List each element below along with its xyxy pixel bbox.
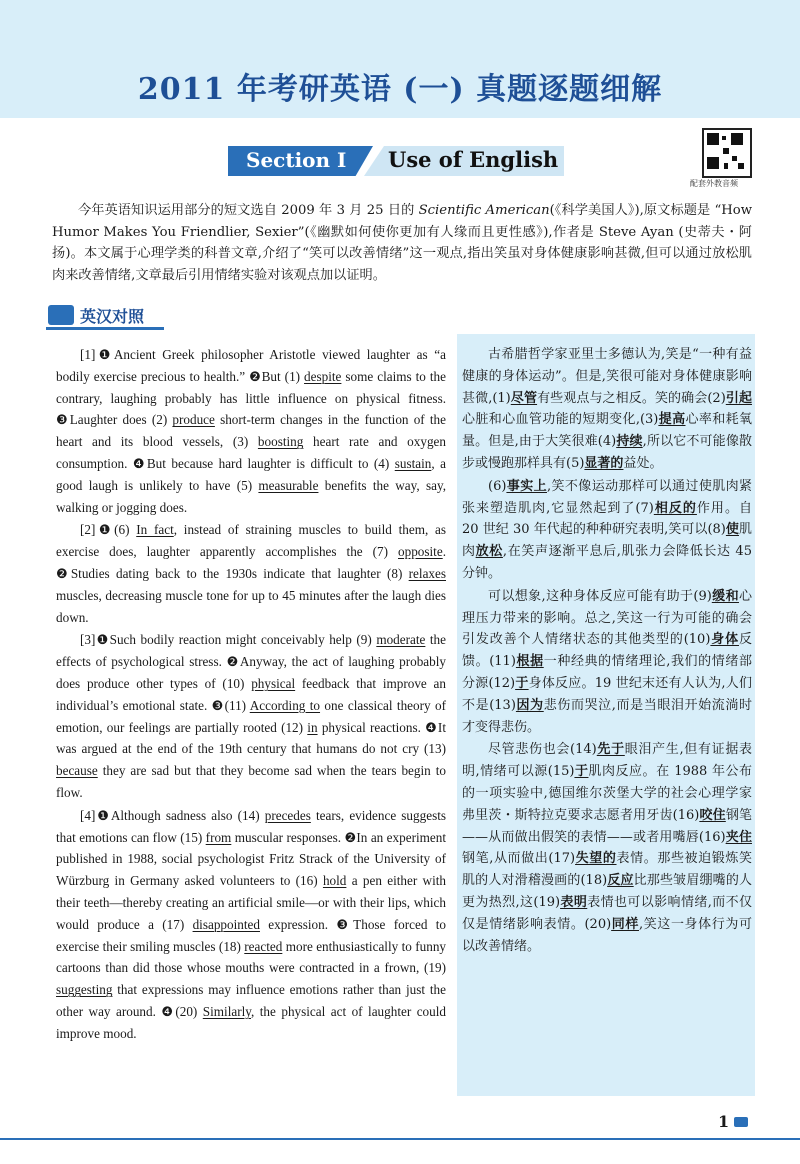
section-title: Use of English — [388, 147, 559, 172]
source-title: Scientific American — [418, 203, 550, 218]
zh-paragraph-2: (6)事实上,笑不像运动那样可以通过使肌肉紧张来塑造肌肉,它显然起到了(7)相反的作用。自 20 世纪 30 年代起的种种研究表明,笑可以(8)使肌肉放松,在笑声逐渐平息后,肌张力会降低长达 45 分钟。 — [462, 478, 752, 581]
qr-caption: 配套外教音频 — [690, 179, 738, 188]
english-column — [56, 344, 446, 1046]
chinese-column — [462, 344, 752, 958]
section-banner — [228, 146, 564, 176]
page-title: 2011 年考研英语 (一) 真题逐题细解 — [137, 72, 663, 107]
en-paragraph-2: [2]❶(6) In fact, instead of straining muscles to build them, as exercise does, laughter apparently accomplishes the (7) opposite. ❷Studies dating back to the 1930s indicate that laughter (8) relaxes muscles, decreasing muscle tone for up to 45 minutes after the laugh dies down. — [56, 522, 447, 625]
zh-paragraph-3: 可以想象,这种身体反应可能有助于(9)缓和心理压力带来的影响。总之,笑这一行为可能的确会引发改善个人情绪状态的其他类型的(10)身体反馈。(11)根据一种经典的情绪理论,我们的情绪部分源(12)于身体反应。19 世纪末还有人认为,人们不是(13)因为悲伤而哭泣,而是当眼泪开始流淌时才变得悲伤。 — [462, 588, 752, 735]
bilingual-badge — [46, 303, 164, 329]
qr-code-icon[interactable] — [702, 128, 752, 178]
zh-paragraph-1: 古希腊哲学家亚里士多德认为,笑是“一种有益健康的身体运动”。但是,笑很可能对身体健康影响甚微,(1)尽管有些观点与之相反。笑的确会(2)引起心脏和心血管功能的短期变化,(3)提高心率和耗氧量。但是,由于大笑很难(4)持续,所以它不可能像散步或慢跑那样具有(5)显著的益处。 — [462, 347, 752, 471]
en-paragraph-4: [4]❶Although sadness also (14) precedes tears, evidence suggests that emotions can flow (15) from muscular responses. ❷In an experiment published in 1988, social psychologist Fritz Strack of the University of Würzburg in Germany asked volunteers to (16) hold a pen either with their teeth—thereby creating an artificial smile—or with their lips, which would produce a (17) disappointed expression. ❸Those forced to exercise their smiling muscles (18) reacted more enthusiastically to funny cartoons than did those whose mouths were contracted in a frown, (19) suggesting that expressions may influence emotions rather than just the other way around. ❹(20) Similarly, the physical act of laughter could improve mood. — [56, 807, 447, 1041]
page-mark-icon — [734, 1117, 748, 1127]
zh-paragraph-4: 尽管悲伤也会(14)先于眼泪产生,但有证据表明,情绪可以源(15)于肌肉反应。在 1988 年公布的一项实验中,德国维尔茨堡大学的社会心理学家弗里茨・斯特拉克要求志愿者用牙齿(16)咬住钢笔——从而做出假笑的表情——或者用嘴唇(16)夹住钢笔,从而做出(17)失望的表情。那些被迫锻炼笑肌的人对滑稽漫画的(18)反应比那些皱眉绷嘴的人更为热烈,这(19)表明表情也可以影响情绪,而不仅仅是情绪影响表情。(20)同样,笑这一身体行为可以改善情绪。 — [462, 742, 752, 954]
page-number: 1 — [718, 1112, 730, 1131]
badge-label: 英汉对照 — [80, 307, 145, 326]
section-label: Section Ⅰ — [246, 148, 347, 172]
intro-paragraph: 今年英语知识运用部分的短文选自 2009 年 3 月 25 日的 Scientific American(《科学美国人》),原文标题是 “How Humor Makes You Friendlier, Sexier”(《幽默如何使你更加有人缘而且更性感》),作者是 Steve Ayan (史蒂夫・阿扬)。本文属于心理学类的科普文章,介绍了“笑可以改善情绪”这一观点,指出笑虽对身体健康影响甚微,但可以通过放松肌肉来改善情绪,文章最后引用情绪实验对该观点加以证明。 — [52, 203, 752, 283]
book-icon — [48, 305, 74, 325]
bottom-rule — [0, 1138, 800, 1140]
en-paragraph-1: [1]❶Ancient Greek philosopher Aristotle viewed laughter as “a bodily exercise precious to health.” ❷But (1) despite some claims to the contrary, laughing probably has little influence on physical fitness. ❸Laughter does (2) produce short-term changes in the function of the heart and its blood vessels, (3) boosting heart rate and oxygen consumption. ❹But because hard laughter is difficult to (4) sustain, a good laugh is unlikely to have (5) measurable benefits the way, say, walking or jogging does. — [56, 347, 446, 515]
en-paragraph-3: [3]❶Such bodily reaction might conceivably help (9) moderate the effects of psychological stress. ❷Anyway, the act of laughing probably does produce other types of (10) physical feedback that improve an individual’s emotional state. ❸(11) According to one classical theory of emotion, our feelings are partially rooted (12) in physical reactions. ❹It was argued at the end of the 19th century that humans do not cry (13) because they are sad but that they become sad when the tears begin to flow. — [56, 632, 446, 800]
